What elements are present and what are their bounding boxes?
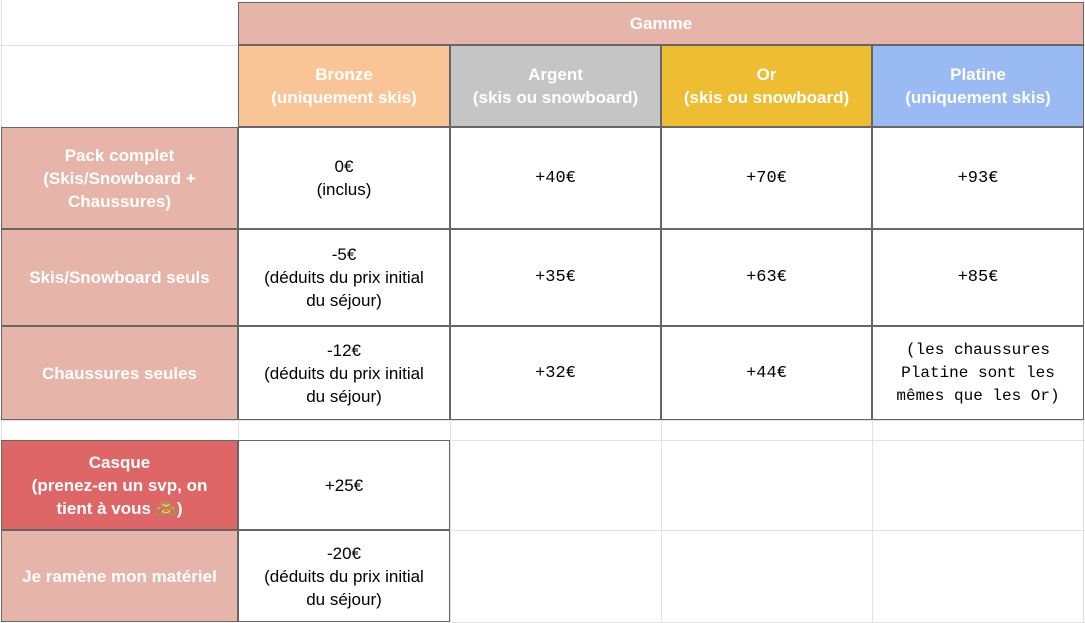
cell-value: +32€ [535,363,576,383]
cell-skis-seuls-bronze[interactable] [238,229,450,326]
cell-chaussures-seules-or[interactable] [661,326,872,420]
row-skis-seuls-label: Skis/Snowboard seuls [29,268,210,287]
col-argent-sub: (skis ou snowboard) [472,88,639,107]
cell-value: 0€ (inclus) [316,157,372,199]
cell-pack-complet-platine[interactable] [872,127,1084,229]
cell-chaussures-seules-argent[interactable] [450,326,661,420]
cell-skis-seuls-argent[interactable] [450,229,661,326]
cell-value: +85€ [957,268,999,287]
row-header-chaussures-seules[interactable] [1,326,238,420]
cell-value: +25€ [324,475,364,495]
cell-note: (les chaussures Platine sont les mêmes que les Or) [896,340,1060,405]
cell-chaussures-seules-platine[interactable] [872,326,1084,420]
cell-skis-seuls-or[interactable] [661,229,872,326]
col-header-bronze[interactable] [238,45,450,127]
cell-value: +93€ [957,168,999,188]
col-or-name: Or [756,65,777,84]
cell-value: +40€ [535,168,576,188]
col-header-or[interactable] [661,45,872,127]
col-platine-name: Platine [950,65,1006,84]
col-platine-sub: (uniquement skis) [905,88,1051,107]
col-header-platine[interactable] [872,45,1084,127]
cell-value: +70€ [746,168,787,188]
cell-pack-complet-bronze[interactable] [238,127,450,229]
col-header-argent[interactable] [450,45,661,127]
gamme-header[interactable] [238,2,1084,45]
cell-pack-complet-or[interactable] [661,127,872,229]
cell-skis-seuls-platine[interactable] [872,229,1084,326]
cell-value: -12€ (déduits du prix initial du séjour) [264,340,424,406]
col-bronze-name: Bronze [315,65,373,84]
col-argent-name: Argent [528,65,583,84]
cell-value: -20€ (déduits du prix initial du séjour) [264,543,424,609]
row-header-skis-seuls[interactable] [1,229,238,326]
cell-chaussures-seules-bronze[interactable] [238,326,450,420]
row-casque-label: Casque (prenez-en un svp, on tient à vous 🙈) [31,452,208,518]
row-pack-complet-label: Pack complet (Skis/Snowboard + Chaussures) [43,145,196,211]
row-header-casque[interactable] [1,440,238,530]
cell-ramene-materiel-value[interactable] [238,530,450,622]
col-or-sub: (skis ou snowboard) [683,88,850,107]
cell-value: +44€ [746,363,787,383]
col-bronze-sub: (uniquement skis) [271,88,417,107]
row-header-pack-complet[interactable] [1,127,238,229]
row-ramene-materiel-label: Je ramène mon matériel [22,566,217,586]
row-chaussures-seules-label: Chaussures seules [42,363,197,383]
cell-pack-complet-argent[interactable] [450,127,661,229]
cell-value: -5€ (déduits du prix initial du séjour) [264,245,424,310]
row-header-ramene-materiel[interactable] [1,530,238,622]
cell-casque-value[interactable] [238,440,450,530]
cell-value: +63€ [746,268,787,287]
cell-value: +35€ [535,268,576,287]
gamme-label: Gamme [629,14,693,33]
